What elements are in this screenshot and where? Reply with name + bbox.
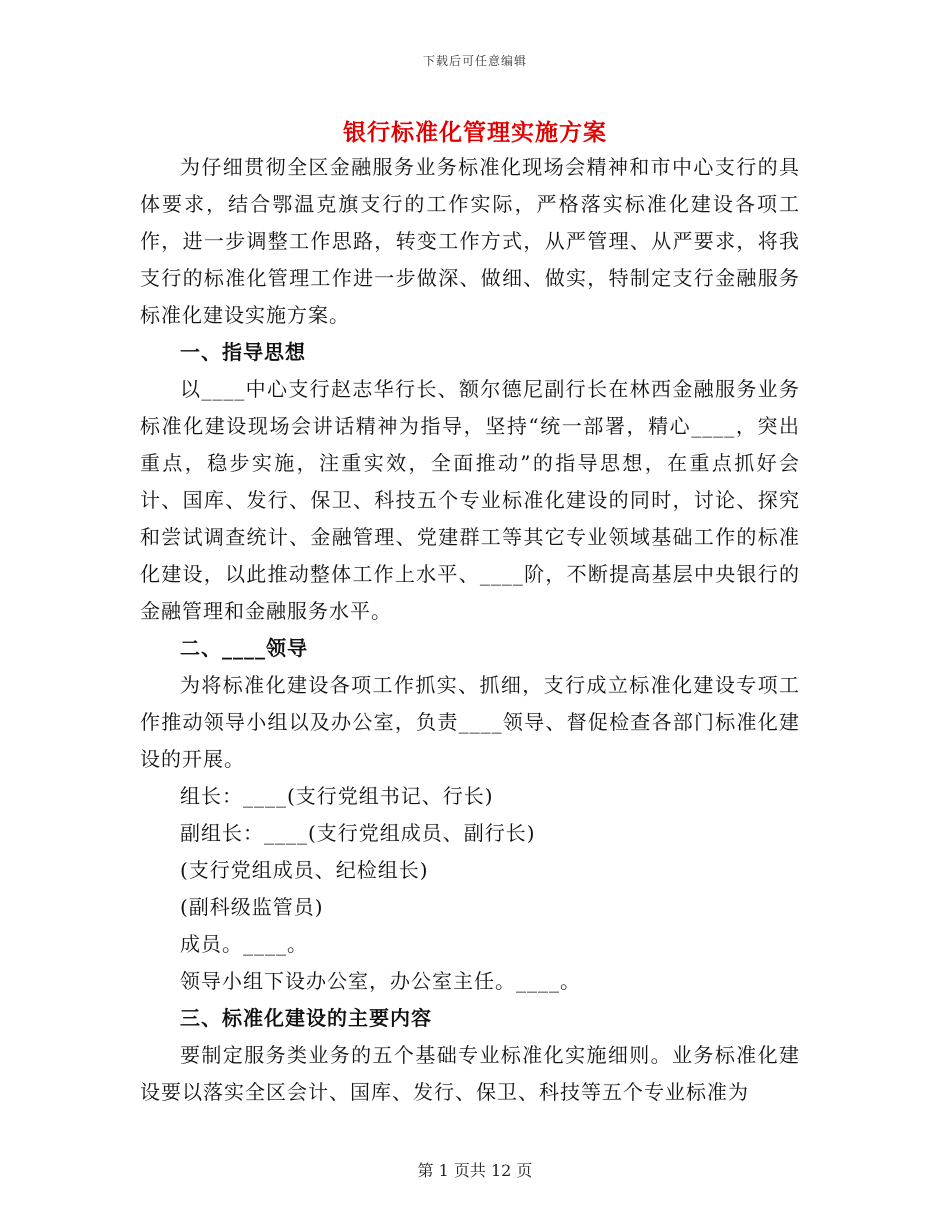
section-heading-3: 三、标准化建设的主要内容	[180, 1006, 432, 1030]
member-line-leader: 组长：____(支行党组书记、行长)	[180, 784, 494, 808]
member-line-discipline: (支行党组成员、纪检组长)	[180, 858, 429, 882]
page-footer: 第 1 页共 12 页	[417, 1161, 533, 1180]
document-body	[140, 149, 800, 1111]
intro-paragraph: 为仔细贯彻全区金融服务业务标准化现场会精神和市中心支行的具体要求，结合鄂温克旗支行的工作实际，严格落实标准化建设各项工作，进一步调整工作思路，转变工作方式，从严管理、从严要求，将我支行的标准化管理工作进一步做深、做细、做实，特制定支行金融服务标准化建设实施方案。	[140, 155, 800, 327]
member-line-office: 领导小组下设办公室，办公室主任。____。	[180, 969, 581, 993]
section-paragraph-1: 以____中心支行赵志华行长、额尔德尼副行长在林西金融服务业务标准化建设现场会讲话精神为指导，坚持“统一部署，精心____，突出重点，稳步实施，注重实效，全面推动”的指导思想，在重点抓好会计、国库、发行、保卫、科技五个专业标准化建设的同时，讨论、探究和尝试调查统计、金融管理、党建群工等其它专业领域基础工作的标准化建设，以此推动整体工作上水平、____阶，不断提高基层中央银行的金融管理和金融服务水平。	[140, 377, 800, 623]
member-line-members: 成员。____。	[180, 932, 308, 956]
page-header: 下载后可任意编辑	[422, 54, 527, 68]
section-heading-2: 二、____领导	[180, 636, 308, 660]
section-paragraph-2: 为将标准化建设各项工作抓实、抓细，支行成立标准化建设专项工作推动领导小组以及办公室，负责____领导、督促检查各部门标准化建设的开展。	[140, 673, 800, 771]
section-paragraph-3: 要制定服务类业务的五个基础专业标准化实施细则。业务标准化建设要以落实全区会计、国库、发行、保卫、科技等五个专业标准为	[140, 1043, 800, 1104]
member-line-deputy: 副组长：____(支行党组成员、副行长)	[180, 821, 536, 845]
section-heading-1: 一、指导思想	[180, 340, 306, 364]
document-title: 银行标准化管理实施方案	[343, 119, 607, 146]
member-line-supervisor: (副科级监管员)	[180, 895, 324, 919]
